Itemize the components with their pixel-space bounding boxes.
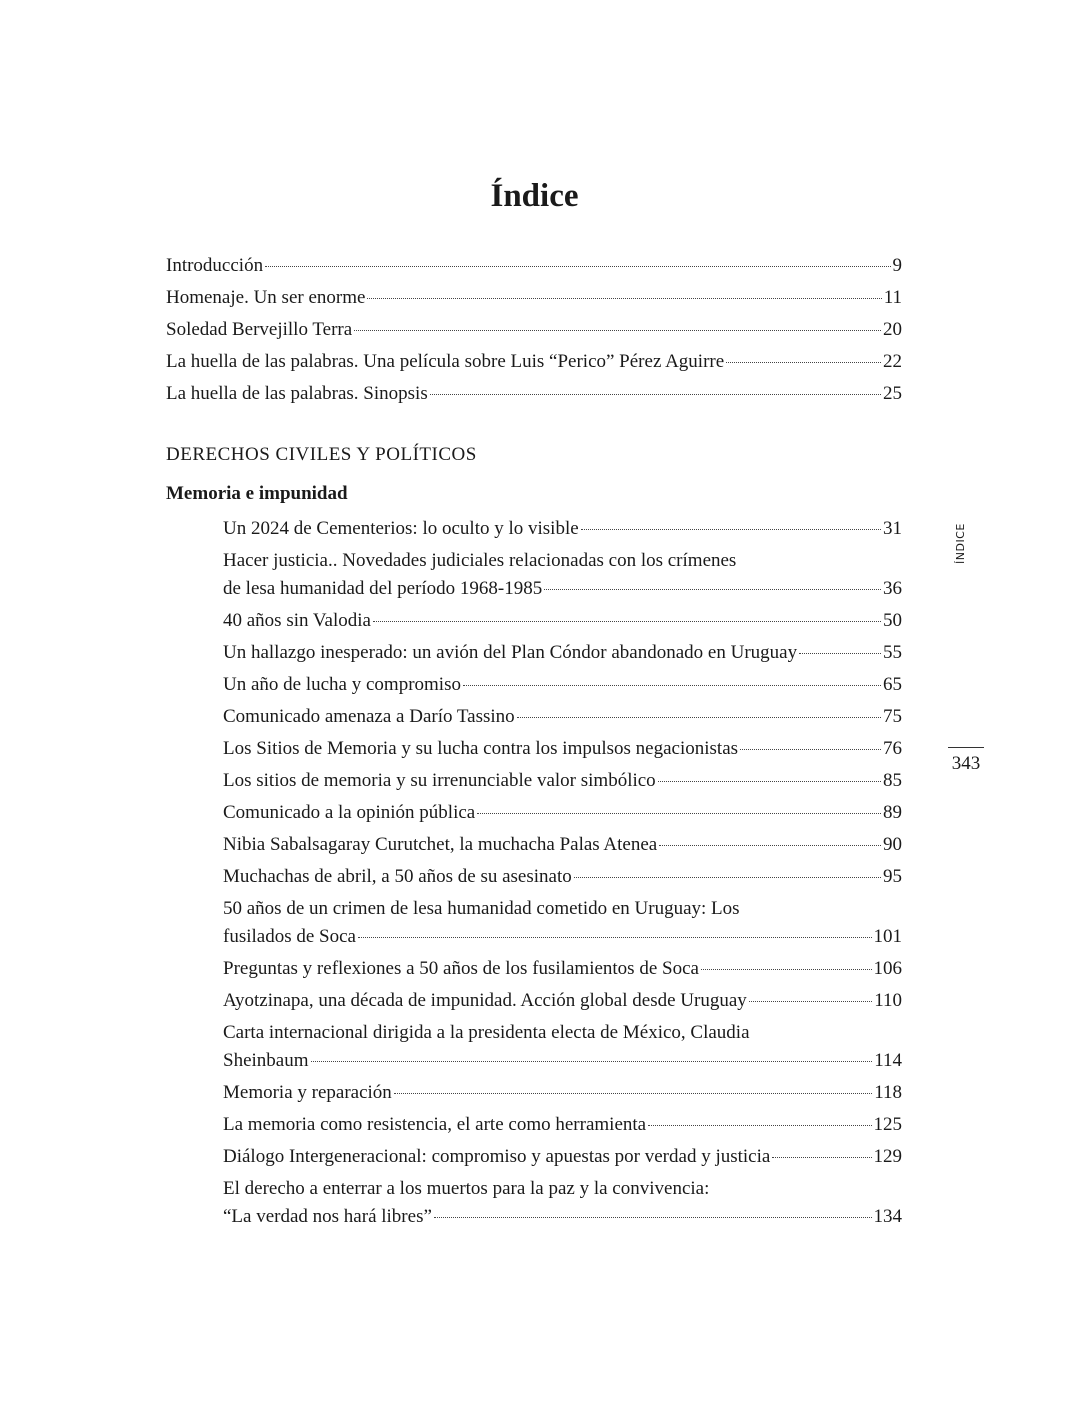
- toc-entry-title: Nibia Sabalsagaray Curutchet, la muchacha Palas Atenea: [223, 834, 658, 855]
- toc-entry-title: Homenaje. Un ser enorme: [166, 287, 366, 308]
- toc-entry-page: 11: [883, 287, 902, 308]
- toc-entry-page: 85: [883, 770, 902, 791]
- page-title: Índice: [490, 178, 579, 214]
- dot-leader: [701, 969, 872, 970]
- section-heading: DERECHOS CIVILES Y POLÍTICOS: [166, 444, 477, 465]
- toc-entry-page: 65: [883, 674, 902, 695]
- toc-entry-title: Un 2024 de Cementerios: lo oculto y lo visible: [223, 518, 579, 539]
- toc-entry[interactable]: [223, 611, 902, 630]
- page-number: 343: [951, 753, 981, 774]
- toc-entry-page: 114: [874, 1050, 902, 1071]
- toc-entry-title: Diálogo Intergeneracional: compromiso y apuestas por verdad y justicia: [223, 1146, 771, 1167]
- toc-entry[interactable]: [223, 991, 902, 1010]
- toc-entry[interactable]: [223, 959, 902, 978]
- dot-leader: [659, 845, 881, 846]
- toc-entry[interactable]: [223, 1083, 902, 1102]
- dot-leader: [373, 621, 881, 622]
- toc-entry-page: 110: [874, 990, 902, 1011]
- toc-entry-title: Los sitios de memoria y su irrenunciable valor simbólico: [223, 770, 656, 791]
- dot-leader: [358, 937, 872, 938]
- dot-leader: [749, 1001, 872, 1002]
- toc-entry-page: 106: [873, 958, 902, 979]
- toc-entry-page: 9: [892, 255, 902, 276]
- dot-leader: [311, 1061, 873, 1062]
- page-number-rule: [948, 747, 984, 748]
- dot-leader: [726, 362, 881, 363]
- toc-entry[interactable]: [223, 867, 902, 886]
- toc-entry-page: 134: [873, 1206, 902, 1227]
- toc-entry-title-line2: “La verdad nos hará libres”: [223, 1206, 432, 1227]
- toc-entry[interactable]: [223, 707, 902, 726]
- toc-entry-title-line2: de lesa humanidad del período 1968-1985: [223, 578, 543, 599]
- dot-leader: [517, 717, 881, 718]
- dot-leader: [354, 330, 881, 331]
- dot-leader: [477, 813, 881, 814]
- dot-leader: [434, 1217, 872, 1218]
- toc-entry[interactable]: [223, 675, 902, 694]
- toc-entry[interactable]: [223, 899, 902, 946]
- toc-entry-title: Introducción: [166, 255, 264, 276]
- toc-entry-title: 40 años sin Valodia: [223, 610, 371, 631]
- toc-entry[interactable]: [166, 256, 902, 275]
- toc-entry[interactable]: [223, 1147, 902, 1166]
- running-side-label: ÍNDICE: [954, 523, 967, 565]
- toc-entry-title-line1: Hacer justicia.. Novedades judiciales relacionadas con los crímenes: [223, 550, 737, 571]
- toc-entry-title: Preguntas y reflexiones a 50 años de los fusilamientos de Soca: [223, 958, 699, 979]
- toc-entry-page: 50: [883, 610, 902, 631]
- toc-entry[interactable]: [223, 803, 902, 822]
- toc-entry-title: Un hallazgo inesperado: un avión del Plan Cóndor abandonado en Uruguay: [223, 642, 798, 663]
- toc-entry[interactable]: [223, 835, 902, 854]
- toc-entry-page: 55: [883, 642, 902, 663]
- toc-entry[interactable]: [223, 519, 902, 538]
- subsection-heading: Memoria e impunidad: [166, 483, 348, 504]
- dot-leader: [463, 685, 881, 686]
- toc-entry[interactable]: [223, 1115, 902, 1134]
- dot-leader: [367, 298, 881, 299]
- toc-entry-title-line1: El derecho a enterrar a los muertos para la paz y la convivencia:: [223, 1178, 710, 1199]
- toc-entry-page: 101: [873, 926, 902, 947]
- toc-entry-page: 75: [883, 706, 902, 727]
- toc-entry-page: 90: [883, 834, 902, 855]
- toc-entry-title: Un año de lucha y compromiso: [223, 674, 461, 695]
- toc-entry[interactable]: [166, 384, 902, 403]
- dot-leader: [574, 877, 881, 878]
- toc-entry[interactable]: [223, 551, 902, 598]
- toc-entry-title: Comunicado amenaza a Darío Tassino: [223, 706, 515, 727]
- toc-entry-title-line1: Carta internacional dirigida a la presidenta electa de México, Claudia: [223, 1022, 750, 1043]
- toc-entry-title: La memoria como resistencia, el arte como herramienta: [223, 1114, 647, 1135]
- dot-leader: [740, 749, 881, 750]
- toc-entry-page: 76: [883, 738, 902, 759]
- dot-leader: [544, 589, 881, 590]
- toc-entry-title: Ayotzinapa, una década de impunidad. Acción global desde Uruguay: [223, 990, 747, 1011]
- toc-entry[interactable]: [223, 643, 902, 662]
- toc-entry[interactable]: [223, 771, 902, 790]
- toc-entry-title: Soledad Bervejillo Terra: [166, 319, 353, 340]
- dot-leader: [265, 266, 890, 267]
- toc-entry[interactable]: [166, 352, 902, 371]
- dot-leader: [648, 1125, 871, 1126]
- toc-entry-title: La huella de las palabras. Sinopsis: [166, 383, 428, 404]
- toc-entry-title: Comunicado a la opinión pública: [223, 802, 476, 823]
- toc-entry-title: Los Sitios de Memoria y su lucha contra los impulsos negacionistas: [223, 738, 739, 759]
- toc-entry-page: 95: [883, 866, 902, 887]
- dot-leader: [772, 1157, 871, 1158]
- toc-entry-page: 89: [883, 802, 902, 823]
- toc-entry[interactable]: [166, 320, 902, 339]
- toc-entry-page: 25: [883, 383, 902, 404]
- toc-entry-page: 36: [883, 578, 902, 599]
- dot-leader: [430, 394, 881, 395]
- dot-leader: [581, 529, 881, 530]
- toc-entry-page: 31: [883, 518, 902, 539]
- toc-entry-page: 125: [873, 1114, 902, 1135]
- toc-entry[interactable]: [166, 288, 902, 307]
- dot-leader: [658, 781, 881, 782]
- toc-entry[interactable]: [223, 739, 902, 758]
- toc-entry[interactable]: [223, 1023, 902, 1070]
- dot-leader: [799, 653, 881, 654]
- toc-entry-page: 118: [874, 1082, 902, 1103]
- toc-entry-title-line2: fusilados de Soca: [223, 926, 356, 947]
- dot-leader: [394, 1093, 872, 1094]
- toc-entry-title: Muchachas de abril, a 50 años de su asesinato: [223, 866, 572, 887]
- toc-entry-page: 20: [883, 319, 902, 340]
- toc-entry-page: 22: [883, 351, 902, 372]
- toc-entry-page: 129: [873, 1146, 902, 1167]
- toc-entry-title: Memoria y reparación: [223, 1082, 392, 1103]
- toc-entry[interactable]: [223, 1179, 902, 1226]
- toc-entry-title-line1: 50 años de un crimen de lesa humanidad cometido en Uruguay: Los: [223, 898, 740, 919]
- toc-entry-title: La huella de las palabras. Una película sobre Luis “Perico” Pérez Aguirre: [166, 351, 725, 372]
- toc-entry-title-line2: Sheinbaum: [223, 1050, 309, 1071]
